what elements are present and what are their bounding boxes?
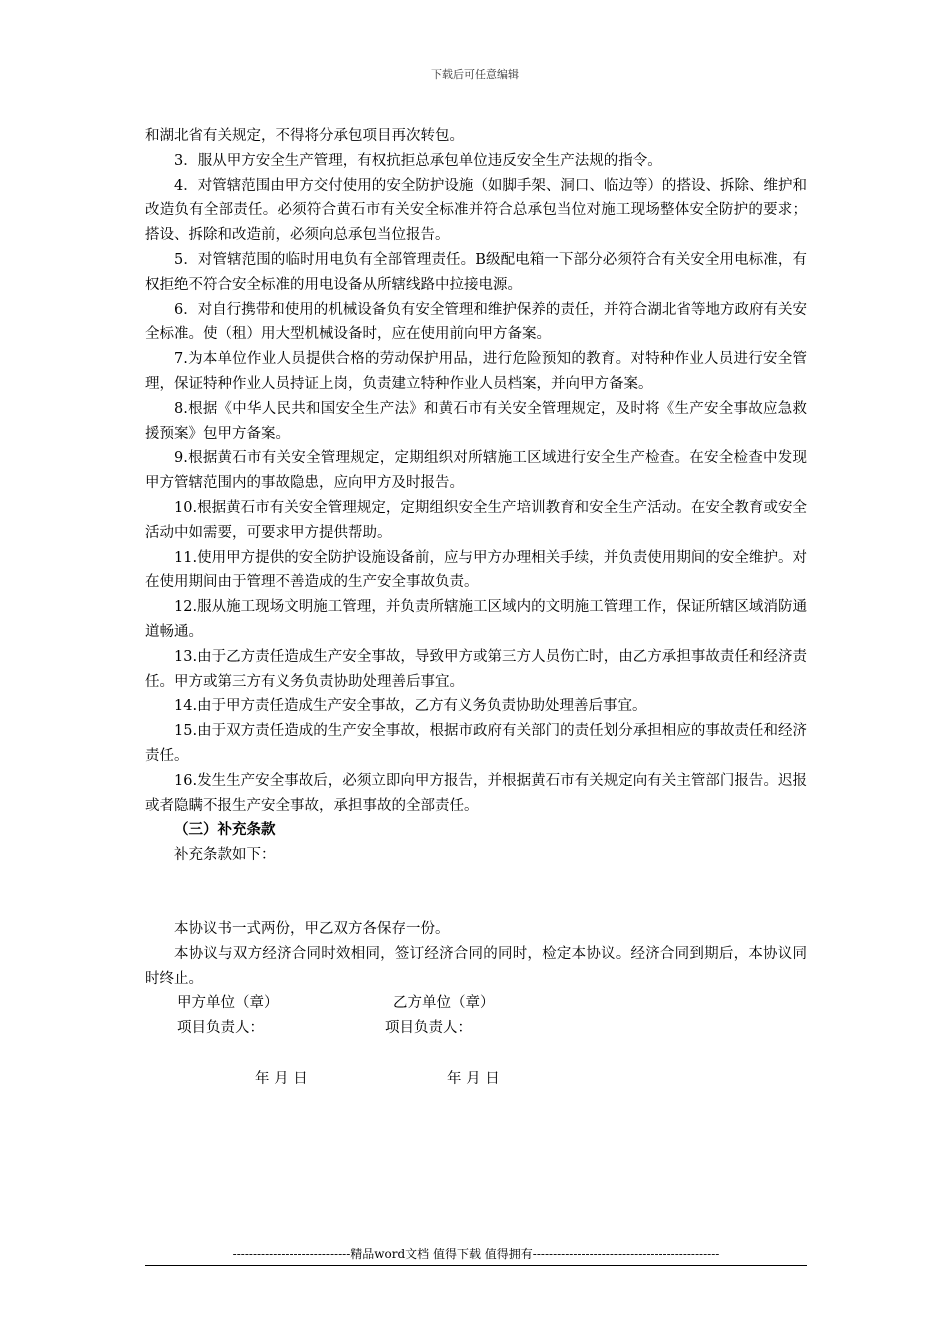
party-b-leader-label: 项目负责人： [385,1020,472,1037]
signature-leader-row [145,1016,807,1041]
clause-11: 11.使用甲方提供的安全防护设施设备前，应与甲方办理相关手续，并负责使用期间的安全维护。对在使用期间由于管理不善造成的生产安全事故负责。 [145,549,807,591]
clause-10: 10.根据黄石市有关安全管理规定，定期组织安全生产培训教育和安全生产活动。在安全教育或安全活动中如需要，可要求甲方提供帮助。 [145,499,807,541]
copies-statement: 本协议书一式两份，甲乙双方各保存一份。 [174,920,450,937]
page-footer: -----------------------------精品word文档 值得下载 值得拥有---------------------------------------------- [145,1245,807,1266]
supplement-blank-space [145,868,807,917]
page-header: 下载后可任意编辑 [431,68,519,81]
paragraph-continuation: 和湖北省有关规定，不得将分承包项目再次转包。 [145,128,464,144]
validity-statement: 本协议与双方经济合同时效相同，签订经济合同的同时，检定本协议。经济合同到期后，本协议同时终止。 [145,945,807,987]
party-a-date: 年 月 日 [255,1070,308,1087]
clause-15: 15.由于双方责任造成的生产安全事故，根据市政府有关部门的责任划分承担相应的事故责任和经济责任。 [145,723,807,764]
party-b-date: 年 月 日 [447,1070,500,1087]
clause-3: 3．服从甲方安全生产管理，有权抗拒总承包单位违反安全生产法规的指令。 [174,152,662,169]
party-b-unit-label: 乙方单位（章） [393,995,495,1012]
signature-unit-row [145,991,807,1016]
party-a-leader-label: 项目负责人： [177,1020,264,1037]
clause-7: 7.为本单位作业人员提供合格的劳动保护用品，进行危险预知的教育。对特种作业人员进行安全管理，保证特种作业人员持证上岗，负责建立特种作业人员档案，并向甲方备案。 [145,351,807,392]
clause-5: 5．对管辖范围的临时用电负有全部管理责任。B级配电箱一下部分必须符合有关安全用电标准，有权拒绝不符合安全标准的用电设备从所辖线路中拉接电源。 [145,251,807,293]
clause-12: 12.服从施工现场文明施工管理，并负责所辖施工区域内的文明施工管理工作，保证所辖区域消防通道畅通。 [145,599,807,640]
signature-date-row [145,1067,807,1092]
supplement-intro: 补充条款如下： [174,847,276,864]
clause-13: 13.由于乙方责任造成生产安全事故，导致甲方或第三方人员伤亡时，由乙方承担事故责任和经济责任。甲方或第三方有义务负责协助处理善后事宜。 [145,648,807,690]
clause-9: 9.根据黄石市有关安全管理规定，定期组织对所辖施工区域进行安全生产检查。在安全检查中发现甲方管辖范围内的事故隐患，应向甲方及时报告。 [145,450,807,492]
clause-6: 6．对自行携带和使用的机械设备负有安全管理和维护保养的责任，并符合湖北省等地方政府有关安全标准。使（租）用大型机械设备时，应在使用前向甲方备案。 [145,301,807,343]
clause-4: 4．对管辖范围由甲方交付使用的安全防护设施（如脚手架、洞口、临边等）的搭设、拆除、维护和改造负有全部责任。必须符合黄石市有关安全标准并符合总承包当位对施工现场整体安全防护的要求；搭设、拆除和改造前，必须向总承包当位报告。 [145,177,807,244]
clause-14: 14.由于甲方责任造成生产安全事故，乙方有义务负责协助处理善后事宜。 [174,698,647,715]
party-a-unit-label: 甲方单位（章） [177,995,279,1012]
document-body [145,124,807,1092]
clause-8: 8.根据《中华人民共和国安全生产法》和黄石市有关安全管理规定，及时将《生产安全事故应急救援预案》包甲方备案。 [145,400,807,442]
clause-16: 16.发生生产安全事故后，必须立即向甲方报告，并根据黄石市有关规定向有关主管部门报告。迟报或者隐瞒不报生产安全事故，承担事故的全部责任。 [145,772,807,814]
supplement-heading: （三）补充条款 [174,821,276,839]
